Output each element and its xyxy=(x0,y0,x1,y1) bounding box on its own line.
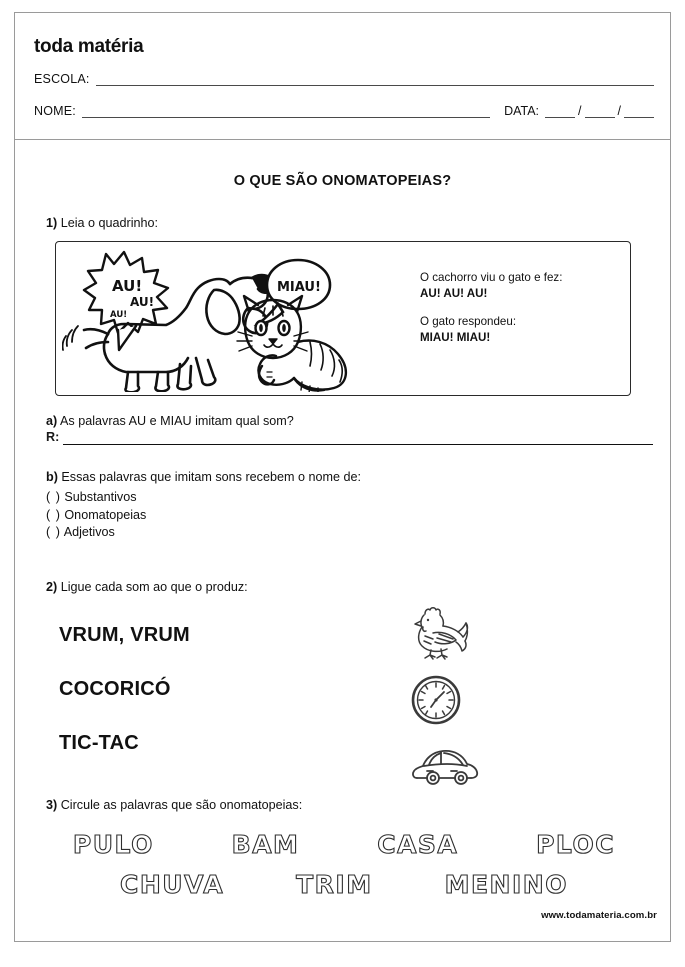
question-2-text: Ligue cada som ao que o produz: xyxy=(60,580,248,594)
car-icon-cell[interactable] xyxy=(409,734,529,802)
question-1-number: 1) xyxy=(46,216,58,230)
question-3-number: 3) xyxy=(46,798,58,812)
question-b-options xyxy=(46,489,446,542)
escola-input[interactable] xyxy=(96,74,654,86)
nome-field-row xyxy=(34,104,654,118)
option-label-2: Onomatopeias xyxy=(64,507,147,522)
cat-speech-bubble xyxy=(258,260,330,324)
comic-line-1: O cachorro viu o gato e fez: xyxy=(420,271,563,284)
rooster-icon xyxy=(409,603,473,661)
comic-illustration xyxy=(62,246,410,392)
sound-tictac[interactable]: TIC-TAC xyxy=(59,732,139,754)
footer-url: www.todamateria.com.br xyxy=(541,910,657,921)
word-chuva[interactable]: CHUVA xyxy=(120,869,225,899)
question-3-word-bank xyxy=(34,824,654,904)
caption-spacer xyxy=(420,301,620,314)
date-month-input[interactable] xyxy=(585,106,615,118)
option-label-3: Adjetivos xyxy=(63,525,115,539)
comic-line-1-sound: AU! AU! AU! xyxy=(420,286,488,300)
option-substantivos[interactable] xyxy=(46,489,446,507)
question-a-text: As palavras AU e MIAU imitam qual som? xyxy=(60,414,294,428)
sound-cocorico[interactable]: COCORICÓ xyxy=(59,678,171,700)
question-1-prompt xyxy=(46,216,158,230)
word-pulo[interactable]: PULO xyxy=(72,829,154,859)
dog-sound-small: AU! xyxy=(110,310,128,320)
question-a-prompt xyxy=(46,414,294,428)
comic-panel xyxy=(55,241,631,396)
word-menino[interactable]: MENINO xyxy=(444,869,568,899)
answer-prefix: R: xyxy=(46,430,60,444)
question-a-answer-row xyxy=(46,430,653,445)
option-label-1: Substantivos xyxy=(64,490,137,504)
question-1-text: Leia o quadrinho: xyxy=(60,216,159,230)
question-2-sound-list xyxy=(59,608,389,770)
option-onomatopeias[interactable] xyxy=(46,507,446,525)
page-title: O QUE SÃO ONOMATOPEIAS? xyxy=(233,173,452,189)
dog-sound-large: AU! xyxy=(112,277,143,295)
word-bam[interactable]: BAM xyxy=(231,829,300,859)
word-casa[interactable]: CASA xyxy=(377,829,459,859)
question-2-prompt xyxy=(46,580,248,594)
word-row-2 xyxy=(34,864,654,904)
rooster-icon-cell[interactable] xyxy=(409,598,529,666)
date-separator-2: / xyxy=(617,104,621,118)
brand-logo: toda matéria xyxy=(34,36,144,57)
escola-field-row xyxy=(34,72,654,86)
sound-vrum[interactable]: VRUM, VRUM xyxy=(59,624,190,646)
escola-label: ESCOLA: xyxy=(34,72,90,86)
cat-sound: MIAU! xyxy=(277,280,321,295)
question-3-prompt xyxy=(46,798,302,812)
question-2-number: 2) xyxy=(46,580,58,594)
comic-line-2-sound: MIAU! MIAU! xyxy=(420,330,491,344)
question-b-prompt xyxy=(46,470,361,484)
option-checkbox-3[interactable]: ( ) xyxy=(46,525,61,539)
clock-icon xyxy=(409,673,463,727)
date-year-input[interactable] xyxy=(624,106,654,118)
question-3-text: Circule as palavras que são onomatopeias: xyxy=(60,798,303,812)
word-row-1 xyxy=(34,824,654,864)
word-ploc[interactable]: PLOC xyxy=(536,829,616,859)
date-day-input[interactable] xyxy=(545,106,575,118)
car-icon xyxy=(409,744,481,792)
dog-sound-medium: AU! xyxy=(130,295,155,309)
date-group xyxy=(545,104,654,118)
question-a-letter: a) xyxy=(46,414,58,428)
worksheet-body xyxy=(14,140,671,942)
data-label: DATA: xyxy=(504,104,540,118)
comic-line-2: O gato respondeu: xyxy=(420,315,517,328)
question-b-letter: b) xyxy=(46,470,58,484)
question-2-icon-list xyxy=(409,598,529,802)
nome-input[interactable] xyxy=(82,106,490,118)
question-a-answer-input[interactable] xyxy=(63,430,653,445)
option-checkbox-1[interactable]: ( ) xyxy=(46,490,61,504)
option-adjetivos[interactable] xyxy=(46,524,446,542)
worksheet-header xyxy=(14,12,671,140)
question-b-text: Essas palavras que imitam sons recebem o nome de: xyxy=(61,470,361,484)
option-checkbox-2[interactable]: ( ) xyxy=(46,507,61,522)
nome-label: NOME: xyxy=(34,104,76,118)
clock-icon-cell[interactable] xyxy=(409,666,529,734)
comic-caption xyxy=(420,270,620,345)
word-trim[interactable]: TRIM xyxy=(296,869,373,899)
date-separator-1: / xyxy=(578,104,582,118)
